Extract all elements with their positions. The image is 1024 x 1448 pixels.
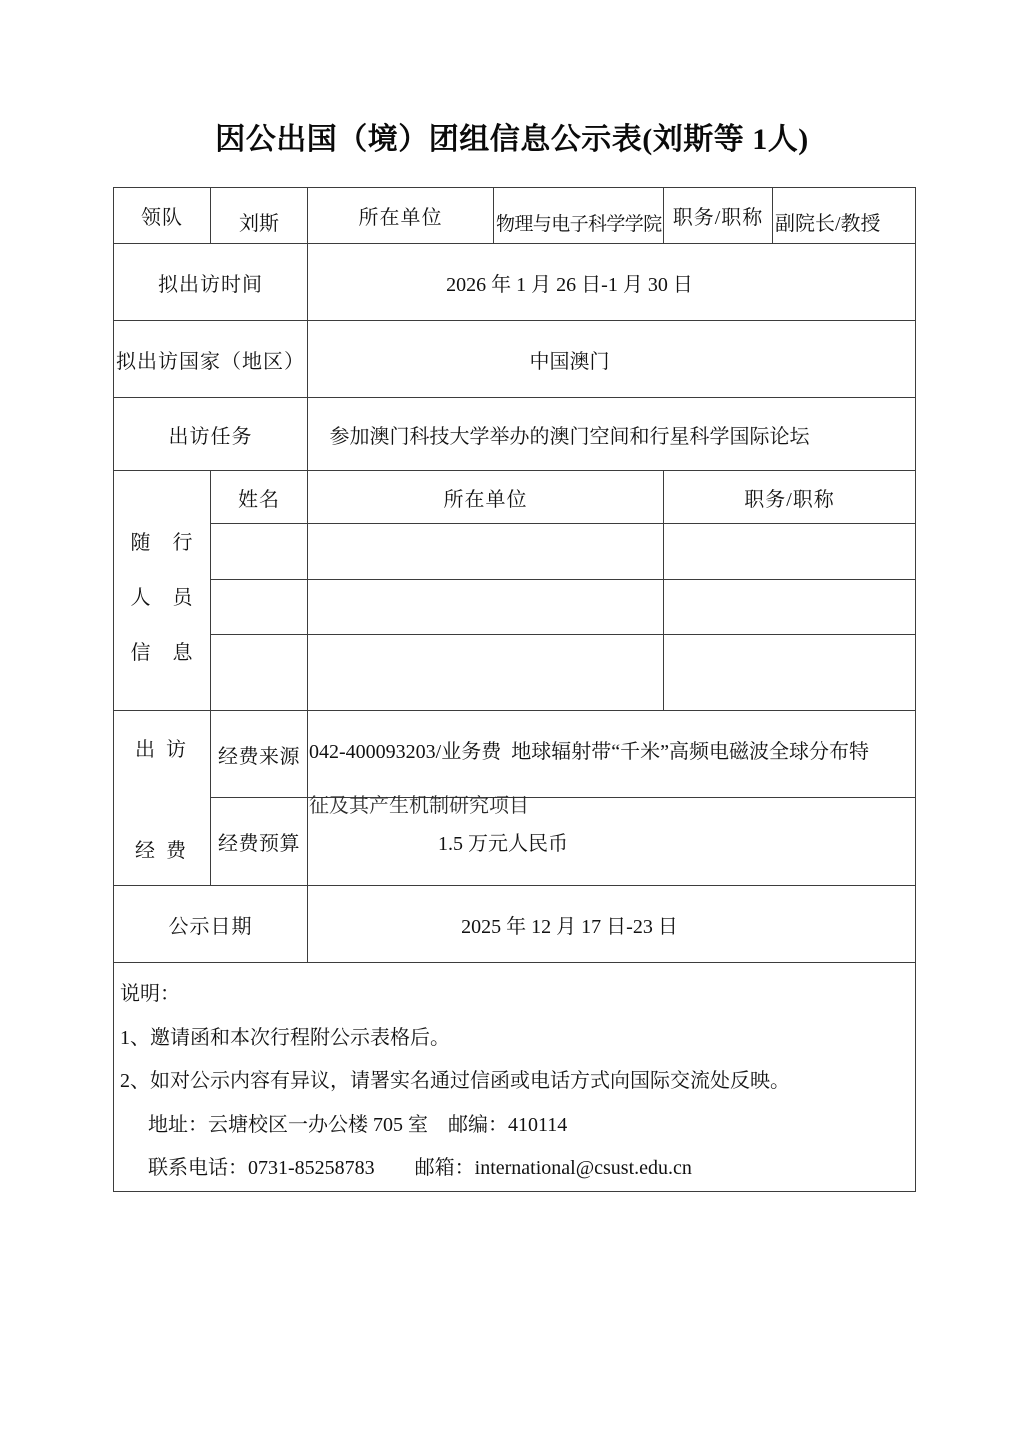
empty-cell: [211, 580, 308, 635]
mission-value: 参加澳门科技大学举办的澳门空间和行星科学国际论坛: [308, 398, 916, 471]
funding-label-line: 出 访: [135, 739, 189, 761]
notes-address-line: 地址：云塘校区一办公楼 705 室 邮编：410114: [148, 1113, 568, 1136]
funding-source-clip: [308, 711, 915, 817]
companions-header-row: [114, 471, 916, 524]
publicity-date-value: 2025 年 12 月 17 日-23 日: [308, 886, 916, 963]
notes-cell: [114, 963, 916, 1192]
note-item-1: 1、邀请函和本次行程附公示表格后。: [120, 1026, 450, 1049]
notes-heading: 说明：: [120, 983, 180, 1005]
funding-source-line2-clipped: 征及其产生机制研究项目: [309, 795, 529, 817]
companions-col-name: 姓名: [211, 471, 308, 524]
funding-source-value: [308, 711, 916, 817]
leader-unit-label: 所在单位: [308, 188, 494, 244]
empty-cell: [308, 635, 664, 711]
note-item-2: 2、如对公示内容有异议，请署实名通过信函或电话方式向国际交流处反映。: [120, 1070, 790, 1092]
leader-row: [114, 188, 916, 244]
notes-contact-line: 联系电话：0731-85258783 邮箱：international@csust.edu.cn: [148, 1157, 692, 1179]
companions-label-line: 信 息: [130, 642, 194, 664]
funding-source-row: [114, 711, 916, 798]
leader-position-label: 职务/职称: [664, 188, 773, 244]
mission-label: 出访任务: [114, 398, 308, 471]
companion-row: [114, 524, 916, 580]
empty-cell: [664, 635, 916, 711]
visit-time-label: 拟出访时间: [114, 244, 308, 321]
document-title: 因公出国（境）团组信息公示表(刘斯等 1人): [215, 123, 809, 156]
funding-label: [114, 711, 211, 886]
funding-source-label: 经费来源: [211, 711, 308, 798]
leader-unit-value: 物理与电子科学学院: [494, 188, 664, 244]
empty-cell: [308, 580, 664, 635]
destination-row: [114, 321, 916, 398]
empty-cell: [308, 524, 664, 580]
notes-row: [114, 963, 916, 1192]
empty-cell: [664, 580, 916, 635]
companions-label-line: 人 员: [130, 587, 194, 609]
publicity-date-row: [114, 886, 916, 963]
mission-row: [114, 398, 916, 471]
destination-value: 中国澳门: [308, 321, 916, 398]
visit-time-value: 2026 年 1 月 26 日-1 月 30 日: [308, 244, 916, 321]
info-table: [113, 187, 916, 1192]
companion-row: [114, 635, 916, 711]
companions-col-unit: 所在单位: [308, 471, 664, 524]
empty-cell: [664, 524, 916, 580]
empty-cell: [211, 524, 308, 580]
companions-label-line: 随 行: [130, 532, 194, 554]
empty-cell: [211, 635, 308, 711]
leader-name: 刘斯: [211, 188, 308, 244]
funding-budget-label: 经费预算: [211, 798, 308, 886]
companion-row: [114, 580, 916, 635]
funding-source-line1: 042-400093203/业务费 地球辐射带“千米”高频电磁波全球分布特: [309, 741, 869, 763]
companions-col-position: 职务/职称: [664, 471, 916, 524]
funding-budget-value: 1.5 万元人民币: [308, 798, 916, 886]
companions-label: [114, 471, 211, 711]
leader-position-value: 副院长/教授: [773, 188, 916, 244]
funding-label-line: 经 费: [135, 840, 189, 862]
leader-label: 领队: [114, 188, 211, 244]
publicity-date-label: 公示日期: [114, 886, 308, 963]
visit-time-row: [114, 244, 916, 321]
destination-label: 拟出访国家（地区）: [114, 321, 308, 398]
